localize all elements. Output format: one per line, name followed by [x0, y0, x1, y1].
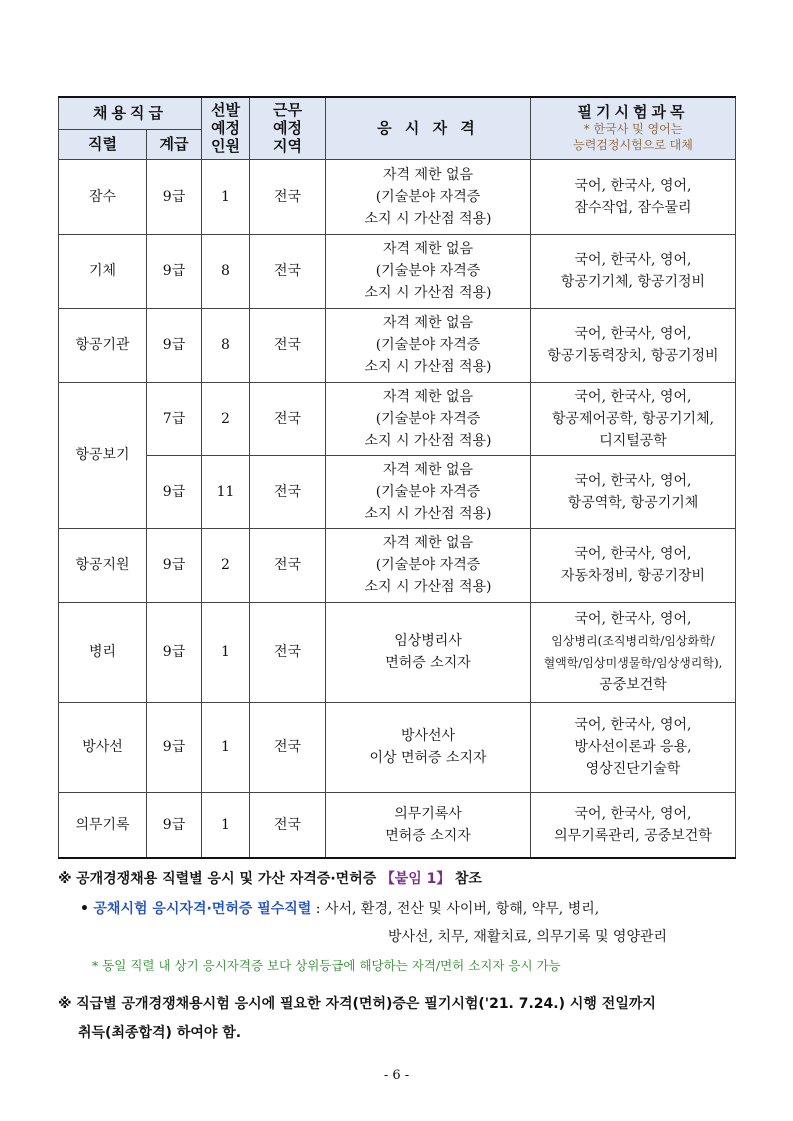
qualification-cell: [326, 159, 531, 234]
header-series: 직렬: [59, 129, 147, 159]
series-cell: 병리: [59, 602, 147, 702]
table-row: [59, 382, 736, 455]
header-location: [250, 97, 326, 159]
quota-cell: 1: [202, 159, 250, 234]
header-subjects-title: 필기시험과목: [577, 103, 689, 122]
series-cell: 방사선: [59, 702, 147, 792]
required-series-bullet: [80, 898, 770, 918]
header-subjects-note-2: 능력검정시험으로 대체: [573, 138, 693, 153]
subjects-cell-line: 방사선이론과 응용,: [574, 739, 692, 755]
qualification-cell-line: 자격 제한 없음: [382, 241, 474, 257]
subjects-cell-line: 국어, 한국사, 영어,: [574, 611, 692, 627]
header-quota-word: 인원: [211, 137, 240, 156]
note-1: [58, 868, 748, 888]
qualification-cell-line: 자격 제한 없음: [382, 461, 474, 478]
note-1-text: 공개경쟁채용 직렬별 응시 및 가산 자격증·면허증: [76, 871, 377, 887]
subjects-cell: [531, 528, 736, 602]
grade-cell: 9급: [147, 234, 202, 308]
series-cell: 항공기관: [59, 308, 147, 382]
subjects-cell: [531, 455, 736, 528]
location-cell: 전국: [250, 455, 326, 528]
subjects-cell-line: 잠수작업, 잠수물리: [574, 199, 692, 216]
subjects-cell-line: 국어, 한국사, 영어,: [574, 805, 692, 822]
grade-cell: 9급: [147, 455, 202, 528]
series-cell: 항공보기: [59, 382, 147, 528]
subjects-cell-line: 디지털공학: [599, 432, 667, 449]
subjects-cell: [531, 308, 736, 382]
header-location-word: 예정: [273, 119, 302, 138]
table-row: [59, 308, 736, 382]
qualification-cell: [326, 528, 531, 602]
table-row: [59, 528, 736, 602]
header-grade: 계급: [147, 129, 202, 159]
table-row: [59, 702, 736, 792]
subjects-cell: [531, 602, 736, 702]
quota-cell: 1: [202, 792, 250, 858]
quota-cell: 1: [202, 602, 250, 702]
qualification-cell-line: 소지 시 가산점 적용): [364, 359, 492, 375]
colon: :: [315, 901, 321, 917]
qualification-cell-line: 소지 시 가산점 적용): [364, 505, 492, 522]
qualification-cell-line: 자격 제한 없음: [382, 388, 474, 405]
qualification-cell-line: 자격 제한 없음: [382, 166, 474, 183]
page-number: - 6 -: [383, 1068, 410, 1083]
subjects-cell: [531, 702, 736, 792]
grade-cell: 9급: [147, 159, 202, 234]
quota-cell: 8: [202, 234, 250, 308]
bullet-icon: •: [80, 901, 89, 917]
grade-cell: 9급: [147, 702, 202, 792]
qualification-cell-line: 면허증 소지자: [385, 655, 471, 671]
header-quota-word: 예정: [211, 119, 240, 138]
subjects-cell: [531, 159, 736, 234]
location-cell: 전국: [250, 382, 326, 455]
qualification-cell-line: (기술분야 자격증: [375, 557, 481, 573]
header-qualification: 응 시 자 격: [326, 97, 531, 159]
quota-cell: 2: [202, 528, 250, 602]
qualification-cell-line: 면허증 소지자: [385, 827, 471, 844]
subjects-cell-line: 의무기록관리, 공중보건학: [554, 827, 712, 844]
required-series-list-2: 방사선, 치무, 재활치료, 의무기록 및 영양관리: [388, 929, 668, 945]
series-cell: 항공지원: [59, 528, 147, 602]
qualification-cell-line: (기술분야 자격증: [375, 410, 481, 427]
note-2: [58, 993, 748, 1013]
subjects-cell-line: 자동차정비, 항공기장비: [560, 568, 706, 584]
location-cell: 전국: [250, 792, 326, 858]
subjects-cell: [531, 792, 736, 858]
location-cell: 전국: [250, 602, 326, 702]
series-cell: 기체: [59, 234, 147, 308]
qualification-cell: [326, 602, 531, 702]
location-cell: 전국: [250, 528, 326, 602]
table-row: [59, 602, 736, 702]
header-location-word: 근무: [273, 101, 302, 120]
table-row: [59, 455, 736, 528]
subjects-cell-line: 공중보건학: [599, 677, 667, 693]
header-subjects-note-1: * 한국사 및 영어는: [583, 122, 683, 137]
grade-cell: 9급: [147, 602, 202, 702]
location-cell: 전국: [250, 308, 326, 382]
qualification-cell: [326, 382, 531, 455]
grade-cell: 9급: [147, 308, 202, 382]
table-row: [59, 159, 736, 234]
quota-cell: 8: [202, 308, 250, 382]
qualification-cell-line: (기술분야 자격증: [375, 337, 481, 353]
series-cell: 의무기록: [59, 792, 147, 858]
qualification-cell-line: (기술분야 자격증: [375, 263, 481, 279]
qualification-cell-line: 자격 제한 없음: [382, 315, 474, 331]
grade-cell: 9급: [147, 528, 202, 602]
qualification-cell: [326, 234, 531, 308]
note-1-suffix: 참조: [454, 871, 482, 887]
table-row: [59, 792, 736, 858]
location-cell: 전국: [250, 702, 326, 792]
qualification-cell: [326, 792, 531, 858]
series-cell: 잠수: [59, 159, 147, 234]
qualification-cell-line: 방사선사: [400, 728, 456, 744]
header-subjects: [531, 97, 736, 159]
subjects-cell-line: 영상진단기술학: [585, 761, 681, 777]
subjects-cell-line: 혈액학/임상미생물학/임상생리학),: [543, 656, 723, 670]
qualification-cell-line: 소지 시 가산점 적용): [364, 432, 492, 449]
quota-cell: 11: [202, 455, 250, 528]
subjects-cell-line: 국어, 한국사, 영어,: [574, 717, 692, 733]
subjects-cell: [531, 234, 736, 308]
subjects-cell-line: 국어, 한국사, 영어,: [574, 472, 692, 489]
subjects-cell-line: 항공기동력장치, 항공기정비: [547, 348, 719, 364]
table-body: [59, 159, 736, 858]
header-location-word: 지역: [273, 137, 302, 156]
required-series-label: 공채시험 응시자격·면허증 필수직렬: [93, 901, 312, 917]
grade-cell: 9급: [147, 792, 202, 858]
subjects-cell-line: 항공제어공학, 항공기기체,: [551, 410, 715, 427]
subjects-cell-line: 국어, 한국사, 영어,: [574, 388, 692, 405]
qualification-cell-line: 이상 면허증 소지자: [369, 750, 487, 766]
attachment-ref: 【붙임 1】: [380, 871, 451, 887]
qualification-cell-line: 임상병리사: [394, 633, 462, 649]
qualification-cell-line: 의무기록사: [394, 805, 462, 822]
recruitment-table: [58, 96, 736, 859]
location-cell: 전국: [250, 234, 326, 308]
subjects-cell-line: 임상병리(조직병리학/임상화학/: [551, 634, 715, 648]
note-2-line-2: 취득(최종합격) 하여야 함.: [78, 1025, 242, 1041]
required-series-list-1: 사서, 환경, 전산 및 사이버, 항해, 약무, 병리,: [324, 901, 600, 917]
header-quota: [202, 97, 250, 159]
subjects-cell: [531, 382, 736, 455]
qualification-cell-line: 자격 제한 없음: [382, 535, 474, 551]
quota-cell: 1: [202, 702, 250, 792]
qualification-cell: [326, 455, 531, 528]
subjects-cell-line: 국어, 한국사, 영어,: [574, 326, 692, 342]
grade-cell: 7급: [147, 382, 202, 455]
subjects-cell-line: 항공기기체, 항공기정비: [560, 274, 706, 290]
required-series-line-2: [388, 926, 748, 946]
note-2-line-1: 직급별 공개경쟁채용시험 응시에 필요한 자격(면허)증은 필기시험('21. 7.24.) 시행 전일까지: [76, 996, 656, 1012]
quota-cell: 2: [202, 382, 250, 455]
qualification-cell-line: (기술분야 자격증: [375, 483, 481, 500]
subjects-cell-line: 국어, 한국사, 영어,: [574, 177, 692, 194]
reference-mark: ※: [58, 996, 72, 1012]
qualification-cell-line: 소지 시 가산점 적용): [364, 579, 492, 595]
green-note: * 동일 직렬 내 상기 응시자격증 보다 상위등급에 해당하는 자격/면허 소지자 응시 가능: [92, 958, 561, 973]
table-row: [59, 234, 736, 308]
qualification-cell: [326, 308, 531, 382]
qualification-cell-line: 소지 시 가산점 적용): [364, 285, 492, 301]
qualification-cell-line: (기술분야 자격증: [375, 188, 481, 205]
qualification-cell-line: 소지 시 가산점 적용): [364, 210, 492, 227]
subjects-cell-line: 국어, 한국사, 영어,: [574, 252, 692, 268]
reference-mark: ※: [58, 871, 72, 887]
subjects-cell-line: 항공역학, 항공기기체: [567, 494, 699, 511]
location-cell: 전국: [250, 159, 326, 234]
qualification-cell: [326, 702, 531, 792]
header-recruit-level: 채용직급: [59, 97, 202, 129]
header-quota-word: 선발: [211, 101, 240, 120]
subjects-cell-line: 국어, 한국사, 영어,: [574, 546, 692, 562]
